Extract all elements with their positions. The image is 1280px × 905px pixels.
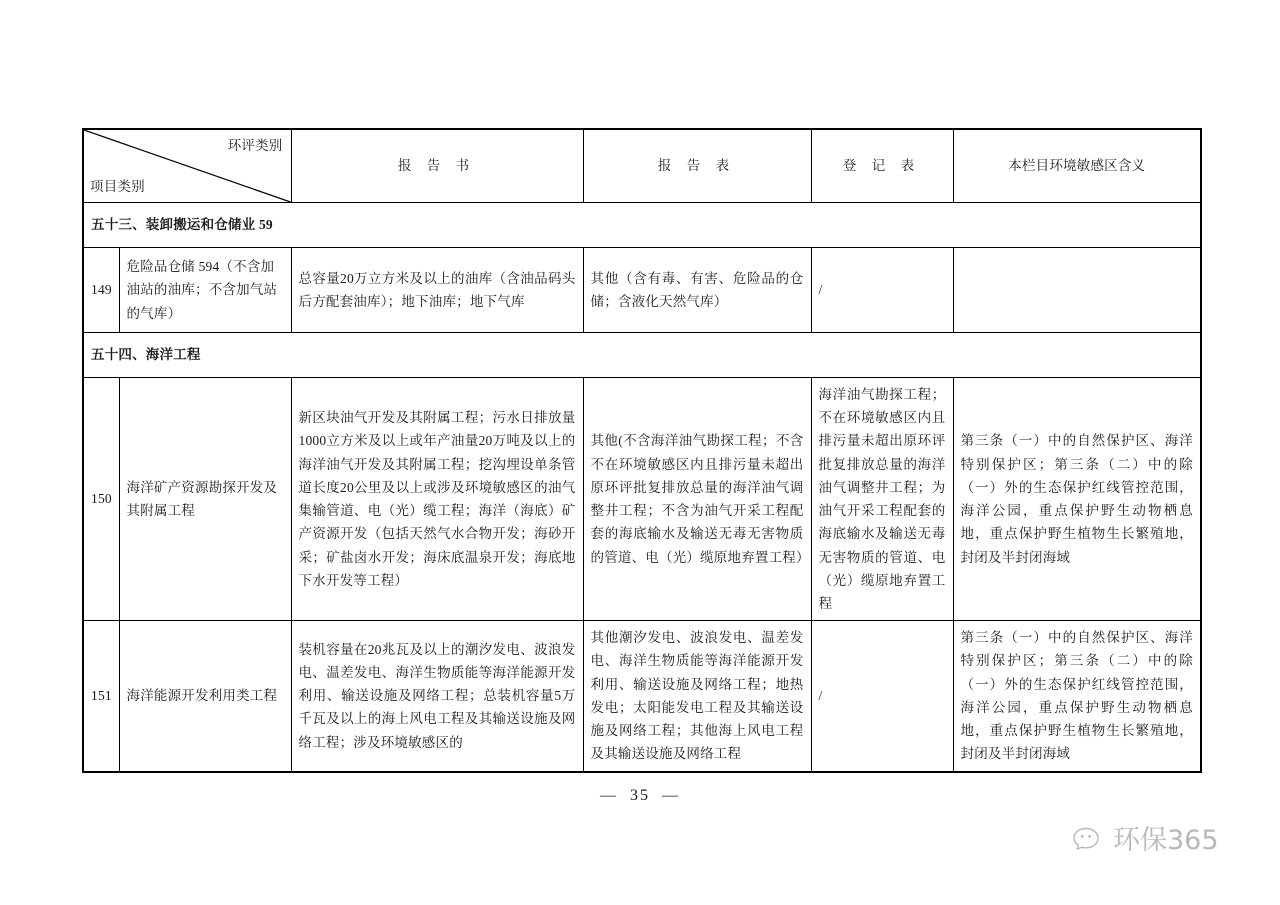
row-report-book-149: 总容量20万立方米及以上的油库（含油品码头后方配套油库）；地下油库；地下气库: [291, 248, 583, 333]
row-registration-form-149: /: [811, 248, 953, 333]
table-row: [83, 378, 1201, 621]
catalog-table-wrapper: [82, 128, 1200, 773]
row-number-149: 149: [83, 248, 119, 333]
page-number-prefix-dash: —: [600, 787, 618, 804]
header-col-sensitive-area: 本栏目环境敏感区含义: [953, 129, 1201, 203]
table-header-row: [83, 129, 1201, 203]
row-registration-form-151: /: [811, 621, 953, 772]
row-registration-form-150: 海洋油气勘探工程；不在环境敏感区内且排污量未超出原环评批复排放总量的海洋油气调整井工程；为油气开采工程配套的海底输水及输送无毒无害物质的管道、电（光）缆原地弃置工程: [811, 378, 953, 621]
row-sensitive-area-150: 第三条（一）中的自然保护区、海洋特别保护区；第三条（二）中的除（一）外的生态保护红线管控范围，海洋公园，重点保护野生动物栖息地，重点保护野生植物生长繁殖地，封闭及半封闭海域: [953, 378, 1201, 621]
header-corner-cell: [83, 129, 291, 203]
row-category-151: 海洋能源开发利用类工程: [119, 621, 291, 772]
row-sensitive-area-149: [953, 248, 1201, 333]
catalog-table: [82, 128, 1202, 773]
row-report-book-150: 新区块油气开发及其附属工程；污水日排放量1000立方米及以上或年产油量20万吨及以上的海洋油气开发及其附属工程；挖沟埋设单条管道长度20公里及以上或涉及环境敏感区的油气集输管道、电（光）缆工程；海洋（海底）矿产资源开发（包括天然气水合物开发；海砂开采；矿盐卤水开发；海床底温泉开发；海底地下水开发等工程）: [291, 378, 583, 621]
wechat-bubble-icon: [1072, 824, 1106, 856]
watermark: [1072, 824, 1219, 856]
section-title-54: 五十四、海洋工程: [83, 333, 1201, 378]
watermark-label: 环保365: [1113, 824, 1219, 856]
header-label-assessment-category: 环评类别: [227, 138, 283, 153]
row-report-book-151: 装机容量在20兆瓦及以上的潮汐发电、波浪发电、温差发电、海洋生物质能等海洋能源开发利用、输送设施及网络工程；总装机容量5万千瓦及以上的海上风电工程及其输送设施及网络工程；涉及环境敏感区的: [291, 621, 583, 772]
header-col-report-book: 报 告 书: [291, 129, 583, 203]
section-title-53: 五十三、装卸搬运和仓储业 59: [83, 203, 1201, 248]
header-col-registration-form: 登 记 表: [811, 129, 953, 203]
header-col-report-form: 报 告 表: [583, 129, 811, 203]
table-row: [83, 621, 1201, 772]
table-row: [83, 248, 1201, 333]
page-number-suffix-dash: —: [662, 787, 680, 804]
row-report-form-151: 其他潮汐发电、波浪发电、温差发电、海洋生物质能等海洋能源开发利用、输送设施及网络工程；地热发电；太阳能发电工程及其输送设施及网络工程；其他海上风电工程及其输送设施及网络工程: [583, 621, 811, 772]
page-number-value: 35: [630, 787, 650, 804]
row-report-form-150: 其他(不含海洋油气勘探工程；不含不在环境敏感区内且排污量未超出原环评批复排放总量的海洋油气调整井工程；不含为油气开采工程配套的海底输水及输送无毒无害物质的管道、电（光）缆原地弃置工程）: [583, 378, 811, 621]
row-number-150: 150: [83, 378, 119, 621]
row-number-151: 151: [83, 621, 119, 772]
section-title-row-53: [83, 203, 1201, 248]
row-sensitive-area-151: 第三条（一）中的自然保护区、海洋特别保护区；第三条（二）中的除（一）外的生态保护红线管控范围，海洋公园，重点保护野生动物栖息地，重点保护野生植物生长繁殖地，封闭及半封闭海域: [953, 621, 1201, 772]
row-category-150: 海洋矿产资源勘探开发及其附属工程: [119, 378, 291, 621]
header-label-project-category: 项目类别: [90, 178, 145, 194]
section-title-row-54: [83, 333, 1201, 378]
row-report-form-149: 其他（含有毒、有害、危险品的仓储；含液化天然气库）: [583, 248, 811, 333]
page-number: [0, 787, 1280, 805]
row-category-149: 危险品仓储 594（不含加油站的油库；不含加气站的气库）: [119, 248, 291, 333]
